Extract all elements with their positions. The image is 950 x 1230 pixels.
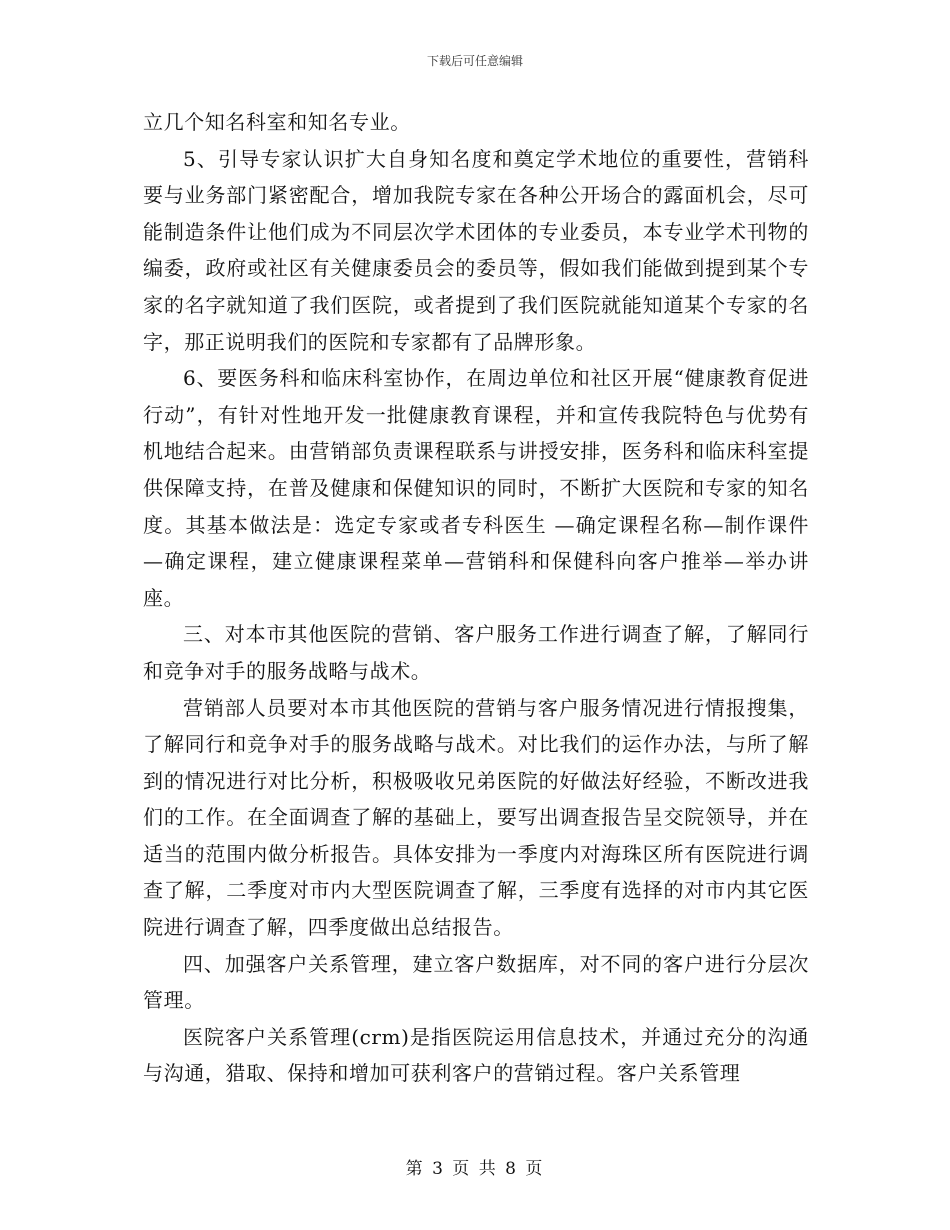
section-heading-3: 三、对本市其他医院的营销、客户服务工作进行调查了解，了解同行和竞争对手的服务战略与战术。 [143,622,809,683]
paragraph-item-6: 6、要医务科和临床科室协作，在周边单位和社区开展“健康教育促进行动”，有针对性地开发一批健康教育课程，并和宣传我院特色与优势有机地结合起来。由营销部负责课程联系与讲授安排，医务科和临床科室提供保障支持，在普及健康和保健知识的同时，不断扩大医院和专家的知名度。其基本做法是：选定专家或者专科医生 —确定课程名称—制作课件—确定课程，建立健康课程菜单—营销科和保健科向客户推举—举办讲座。 [143,366,809,610]
paragraph-item-5: 5、引导专家认识扩大自身知名度和奠定学术地位的重要性，营销科要与业务部门紧密配合，增加我院专家在各种公开场合的露面机会，尽可能制造条件让他们成为不同层次学术团体的专业委员，本专业学术刊物的编委，政府或社区有关健康委员会的委员等，假如我们能做到提到某个专家的名字就知道了我们医院，或者提到了我们医院就能知道某个专家的名字，那正说明我们的医院和专家都有了品牌形象。 [143,146,809,354]
page-header: 下载后可任意编辑 [426,54,523,68]
paragraph-continuation: 立几个知名科室和知名专业。 [143,110,411,134]
page-number: 第 3 页 共 8 页 [405,1159,545,1179]
document-body [143,104,809,1092]
section-heading-4: 四、加强客户关系管理，建立客户数据库，对不同的客户进行分层次管理。 [143,951,809,1013]
paragraph-crm: 医院客户关系管理(crm)是指医院运用信息技术，并通过充分的沟通与沟通，猎取、保持和增加可获利客户的营销过程。客户关系管理 [143,1024,809,1086]
paragraph-survey: 营销部人员要对本市其他医院的营销与客户服务情况进行情报搜集，了解同行和竞争对手的服务战略与战术。对比我们的运作办法，与所了解到的情况进行对比分析，积极吸收兄弟医院的好做法好经验，不断改进我们的工作。在全面调查了解的基础上，要写出调查报告呈交院领导，并在适当的范围内做分析报告。具体安排为一季度内对海珠区所有医院进行调查了解，二季度对市内大型医院调查了解，三季度有选择的对市内其它医院进行调查了解，四季度做出总结报告。 [143,695,809,940]
